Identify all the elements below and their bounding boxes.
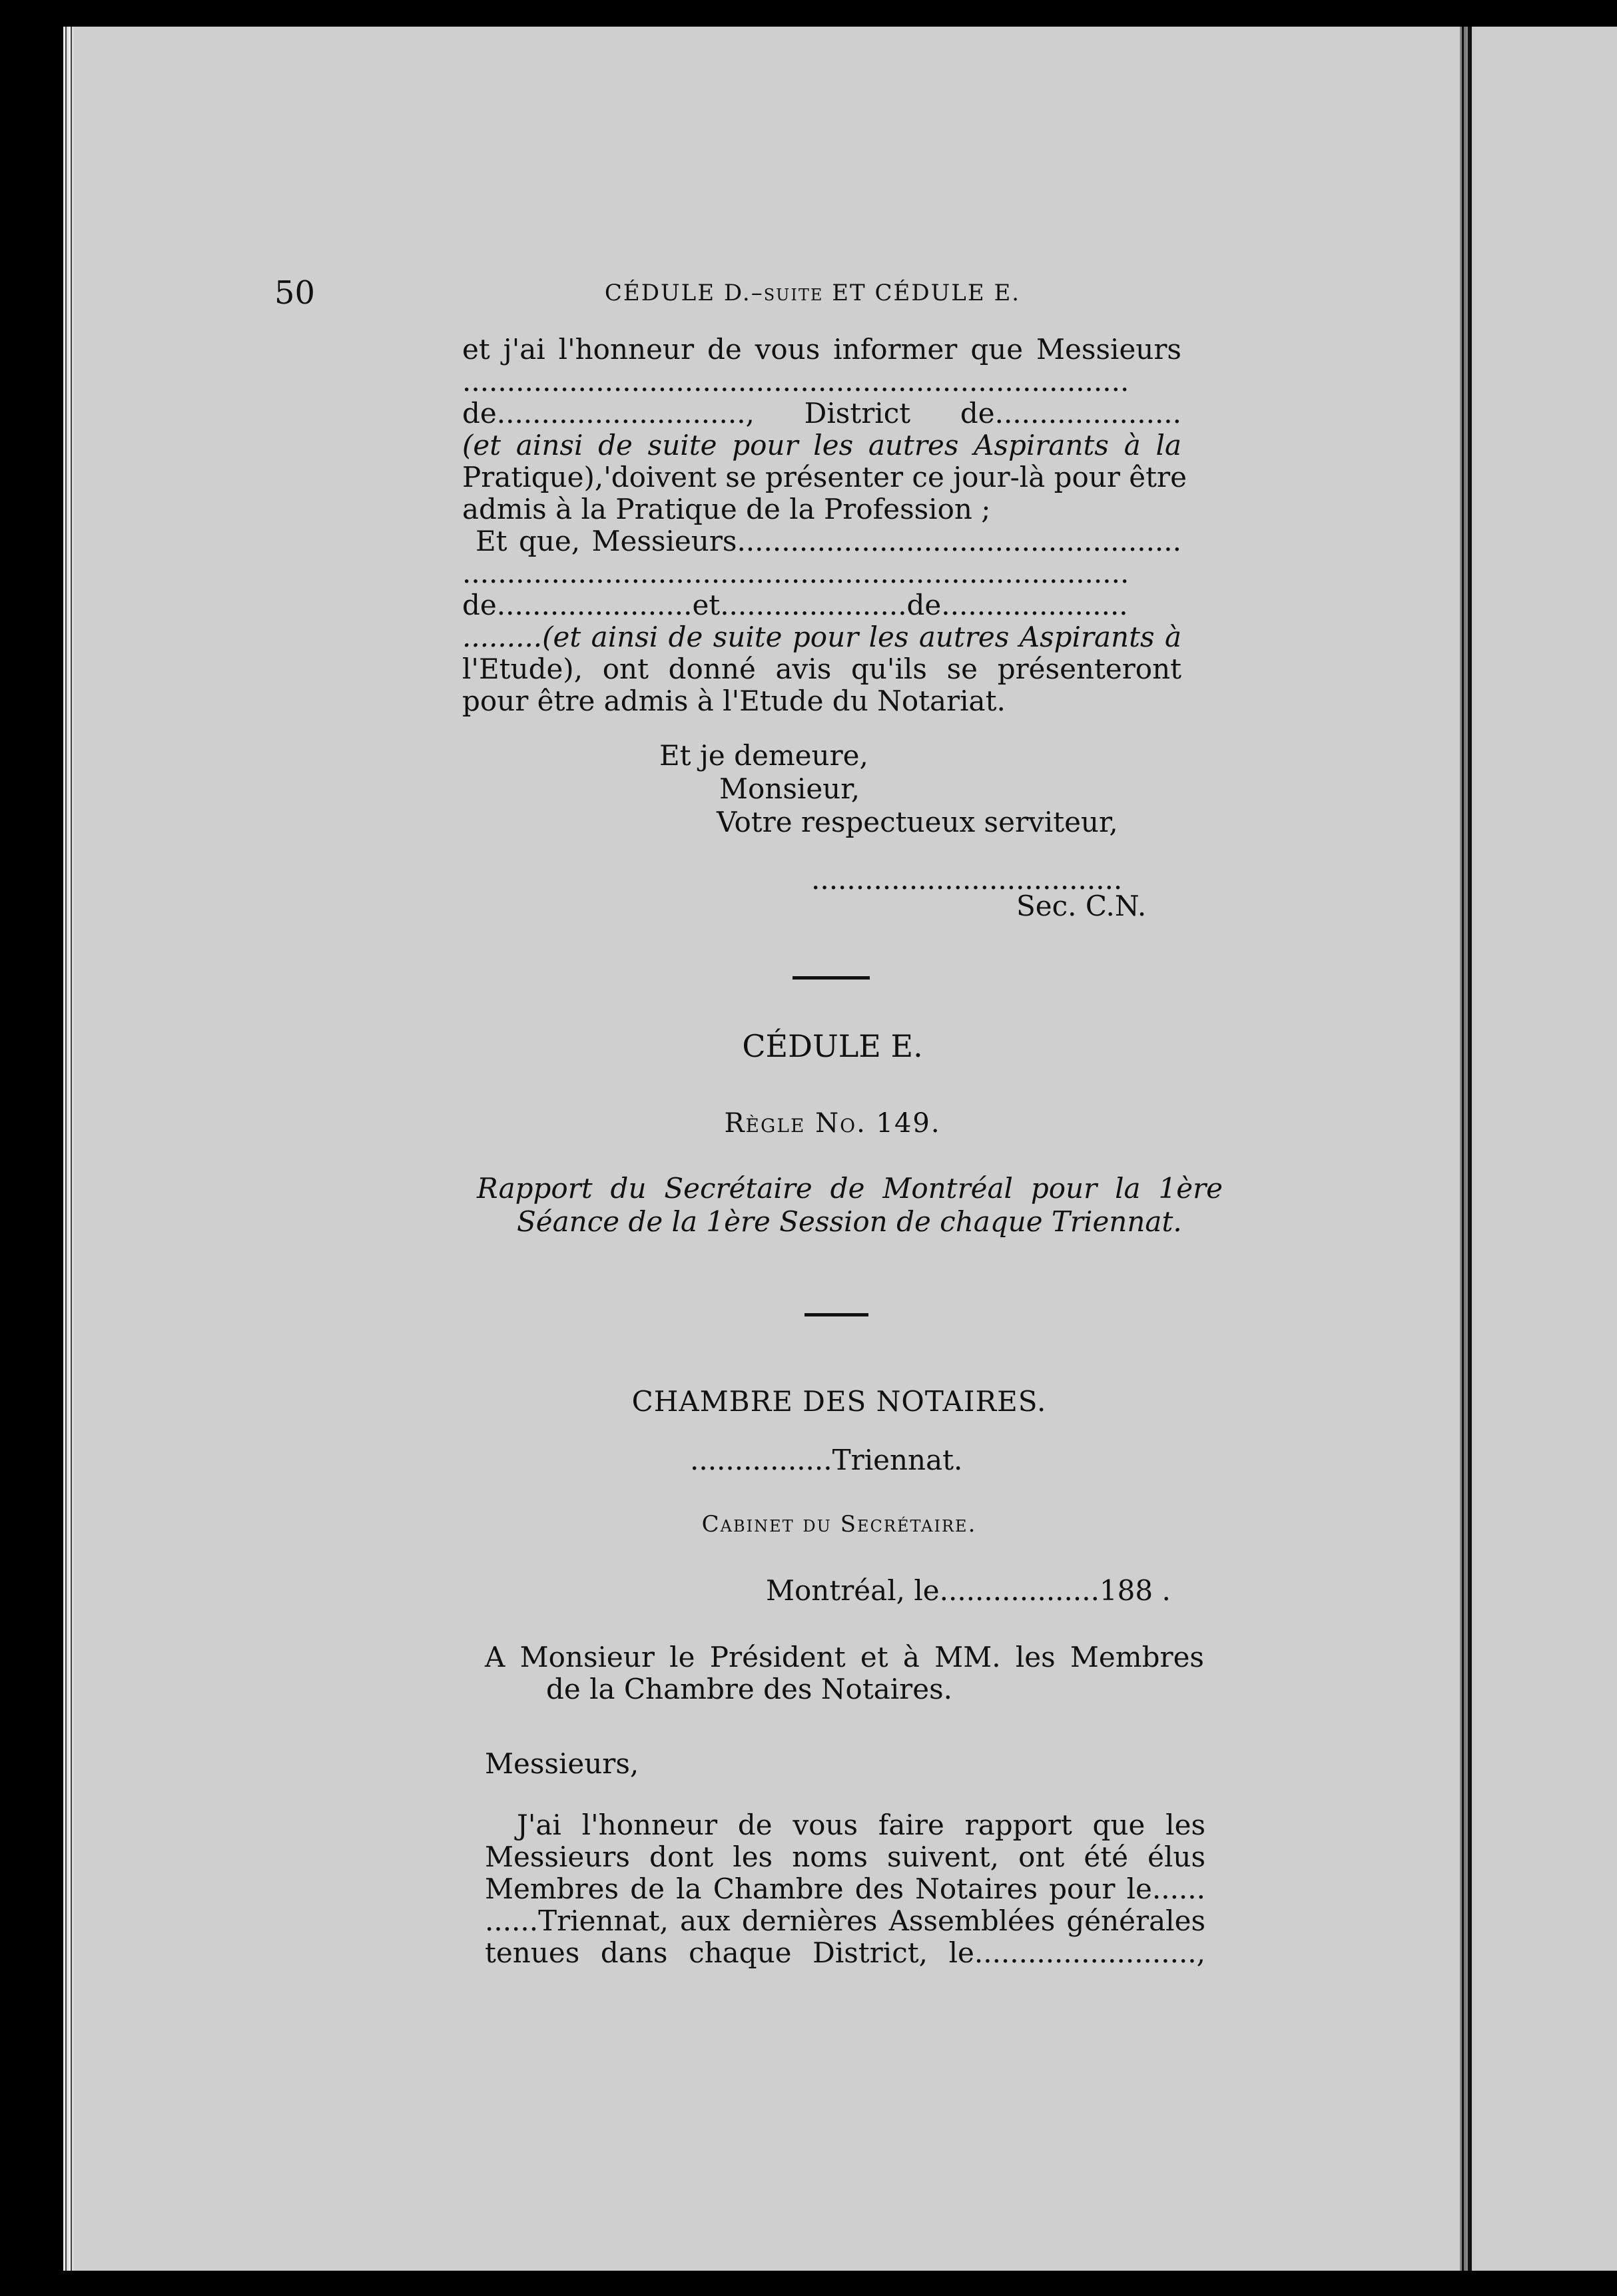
- chamber-heading: CHAMBRE DES NOTAIRES.: [631, 1385, 1047, 1418]
- closing-line: Votre respectueux serviteur,: [717, 806, 1118, 838]
- subtitle-line: Séance de la 1ère Session de chaque Triennat.: [517, 1205, 1182, 1238]
- separator-rule: [805, 1313, 868, 1316]
- triennat-line: ................Triennat.: [690, 1444, 963, 1476]
- address-line: de la Chambre des Notaires.: [546, 1673, 953, 1705]
- dotted-line: ...........................................................................: [462, 365, 1130, 398]
- signature-dots: ...................................: [811, 863, 1123, 896]
- body-line: Messieurs dont les noms suivent, ont été élus: [485, 1841, 1205, 1873]
- text-line: et j'ai l'honneur de vous informer que Messieurs: [462, 333, 1181, 366]
- cedule-e-title: CÉDULE E.: [742, 1028, 923, 1064]
- text-line: Et que, Messieurs..................................................: [476, 525, 1181, 557]
- text-line: Pratique),'doivent se présenter ce jour-là pour être: [462, 461, 1187, 493]
- rule-reference: Règle No. 149.: [724, 1108, 941, 1139]
- body-line: ......Triennat, aux dernières Assemblées générales: [485, 1904, 1205, 1937]
- dotted-line: ...........................................................................: [462, 557, 1130, 589]
- running-title: CÉDULE D.–suite ET CÉDULE E.: [604, 280, 1021, 306]
- facing-page: [1472, 27, 1617, 2271]
- text-line: de......................et.....................de.....................: [462, 589, 1128, 621]
- closing-line: Monsieur,: [719, 772, 860, 805]
- body-line: tenues dans chaque District, le.........................,: [485, 1936, 1205, 1969]
- page-number: 50: [274, 274, 316, 312]
- date-line: Montréal, le..................188 .: [766, 1574, 1171, 1607]
- body-line: J'ai l'honneur de vous faire rapport que les: [517, 1809, 1205, 1841]
- address-line: A Monsieur le Président et à MM. les Membres: [485, 1641, 1204, 1673]
- text-line: pour être admis à l'Etude du Notariat.: [462, 685, 1006, 717]
- subtitle-line: Rapport du Secrétaire de Montréal pour la 1ère: [477, 1172, 1223, 1205]
- text-line: admis à la Pratique de la Profession ;: [462, 493, 991, 525]
- text-line: de............................, District de.....................: [462, 397, 1181, 430]
- cabinet-heading: Cabinet du Secrétaire.: [701, 1511, 977, 1538]
- text-line: .........(et ainsi de suite pour les autres Aspirants à: [462, 621, 1181, 653]
- body-line: Membres de la Chambre des Notaires pour le......: [485, 1872, 1205, 1905]
- text-line: (et ainsi de suite pour les autres Aspirants à la: [462, 429, 1181, 461]
- separator-rule: [793, 976, 870, 980]
- signature-title: Sec. C.N.: [1016, 890, 1147, 922]
- page-edge-right: [1460, 27, 1469, 2271]
- text-line: l'Etude), ont donné avis qu'ils se présenteront: [462, 653, 1181, 685]
- page-edge-left: [63, 27, 74, 2271]
- closing-line: Et je demeure,: [659, 739, 868, 772]
- salutation: Messieurs,: [485, 1747, 639, 1780]
